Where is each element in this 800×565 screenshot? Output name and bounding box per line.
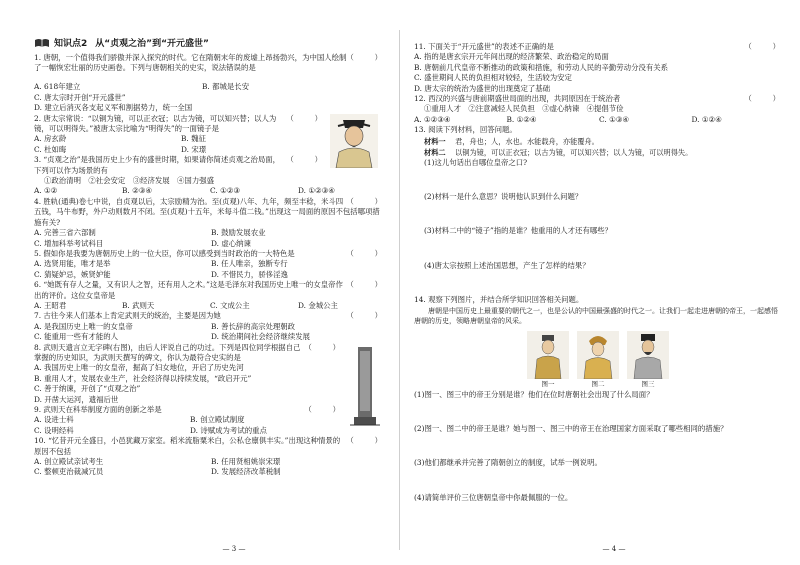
question-stem [34,53,384,74]
figure-3 [627,331,669,388]
option-d[interactable]: D. 统治期间社会经济继续发展 [211,332,311,342]
right-page [400,0,800,565]
option-b[interactable]: B. 魏征 [181,134,206,144]
answer-space[interactable] [414,434,782,458]
statements: ①政治清明 ②社会安定 ③经济发展 ④国力强盛 [44,176,214,186]
q11-options [414,52,782,94]
book-icon [34,38,50,48]
question-stem [34,280,384,301]
empress-portrait-icon [577,331,619,379]
question-8 [34,343,384,405]
option-c[interactable]: C. 唐太宗时开创“开元盛世” [34,92,126,102]
answer-space[interactable] [414,168,782,192]
material-1 [414,136,782,147]
question-1 [34,53,384,114]
option-a[interactable]: A. 我国历史上唯一的女皇帝，掘高了妇女地位，开启了历史先河 [34,363,244,373]
question-stem [34,405,384,415]
option-a[interactable]: A. 房玄龄 [34,134,67,144]
question-10 [34,436,384,478]
emperor-portrait-icon [527,331,569,379]
option-c[interactable]: C. 猜疑妒忌，嫉贤妒能 [34,269,111,279]
option-d[interactable]: D. 宋璟 [181,144,207,154]
option-a[interactable]: A. 完善三省六部制 [34,228,96,238]
question-text: 10. “忆昔开元全盛日，小邑犹藏万家室。稻米流脂粟米白，公私仓廪俱丰实。”出现这种情景的原因不包括 [34,436,341,456]
option-d[interactable]: D. 发展经济改革税制 [211,467,281,477]
page-number-right: — 4 — [602,545,626,553]
option-a[interactable]: A. 设进士科 [34,415,74,425]
page-number-left: — 3 — [222,545,246,553]
question-text: 5. 假如你是我要为唐朝历史上的一位大臣，你可以感受到当时政治的一大特色是 [34,248,295,258]
option-b[interactable]: B. ①②④ [506,114,537,124]
option-c[interactable]: C. 盛世期间人民的负担相对较轻，生活较为安定 [414,73,572,83]
option-b[interactable]: B. 任人唯亲，独断专行 [211,259,288,269]
figure-caption: 图二 [591,379,605,388]
question-13: 13. 阅读下列材料，回答问题。 [414,125,517,135]
question-stem [34,197,384,228]
section-header [34,36,384,49]
question-5 [34,249,384,280]
q12-options [414,115,782,125]
options [34,415,342,436]
answer-paren: （ ） [346,248,384,258]
figure-1 [527,331,569,388]
option-a[interactable]: A. ①②③④ [414,114,451,124]
option-a[interactable]: A. 选贤用能，唯才是举 [34,259,111,269]
option-a[interactable]: A. 创立殿试亲试考生 [34,457,104,467]
options [34,186,384,196]
question-14: 14. 观察下列图片，并结合所学知识回答相关问题。 [414,295,584,305]
question-12 [414,94,782,104]
question-11 [414,42,782,52]
answer-paren: （ ） [346,311,384,321]
q13-sub-1: (1)这儿句话出自哪位皇帝之口? [424,157,528,167]
question-text: 9. 武则天在科举制度方面的创新之举是 [34,405,162,414]
material-2-text: 以铜为镜，可以正衣冠；以古为镜，可以知兴替；以人为镜，可以明得失。 [455,147,693,157]
options [34,134,324,155]
option-b[interactable]: B. 都城是长安 [202,81,250,91]
answer-paren: （ ） [286,155,324,165]
option-a[interactable]: A. 是我国历史上唯一的女皇帝 [34,321,133,331]
answer-space[interactable] [414,237,782,261]
q14-sub-4: (4)请简单评价三位唐朝皇帝中你最佩服的一位。 [414,492,573,502]
answer-paren: （ ） [304,342,342,352]
option-c[interactable]: C. 能重用一些有才能的人 [34,332,118,342]
option-c[interactable]: C. 善于纳谏，开创了“贞观之治” [34,384,141,394]
option-a[interactable]: A. ①② [34,186,58,196]
q13-sub-4: (4)唐太宗按照上述治国思想，产生了怎样的结果？ [424,260,590,270]
question-stem [34,436,384,457]
answer-space[interactable] [414,469,782,493]
option-b[interactable]: B. 善长辞的高宗处理朝政 [211,321,296,331]
question-text: 6. “她既有存人之量，又有识人之智，还有用人之术。”这是毛泽东对我国历史上唯一的女皇帝作出的评价。这位女皇帝是 [34,280,343,300]
answer-paren: （ ） [286,113,324,123]
question-text: 8. 武则天遗言立无字碑(右图)，由后人评说自己的功过。下列是四位同学根据自己掌握的历史知识，为武则天撰写的碑文，你认为最符合史实的是 [34,342,301,362]
q14-sub-3: (3)他们都继承并完善了隋朝创立的制度，试举一例说明。 [414,458,602,468]
option-b[interactable]: B. 鼓励发展农业 [211,228,266,238]
option-c[interactable]: C. 增加科举考试科目 [34,238,104,248]
option-d[interactable]: D. 不惜民力，骄侈淫逸 [211,269,288,279]
option-b[interactable]: B. ②③④ [122,186,153,196]
answer-paren: （ ） [304,405,342,414]
answer-paren: （ ） [346,436,384,446]
figure-caption: 图三 [641,379,655,388]
q14-intro: 唐朝是中国历史上最重要的朝代之一，也是公认的中国最强盛的时代之一。让我们一起走进唐朝的帝王，一起感悟唐朝的历史，领略唐朝皇帝的风采。 [414,306,778,326]
answer-space[interactable] [414,202,782,226]
figure-2 [577,331,619,388]
option-b[interactable]: B. 唐朝前几代皇帝不断推动的政策和措施，和劳动人民的辛勤劳动分没有关系 [414,62,669,72]
question-4 [34,197,384,249]
emperor-figures [414,331,782,388]
q14-sub-2: (2)图一、图二中的帝王是谁？她与图一、图三中的帝王在治理国家方面采取了哪些相同的措施？ [414,423,728,433]
section-tag: 知识点2 [54,39,88,49]
option-c[interactable]: C. 文成公主 [210,300,250,310]
option-a[interactable]: A. 王昭君 [34,300,67,310]
q12-statements: ①重用人才 ②注意减轻人民负担 ③虚心纳谏 ④提倡节俭 [424,104,624,114]
material-1-label: 材料一 [424,136,446,146]
option-d[interactable]: D. 开凿大运河，遗福后世 [34,394,119,404]
option-b[interactable]: B. 任用贤相姚崇宋璟 [211,457,281,467]
option-c[interactable]: C. ①③④ [599,114,629,124]
question-stem [34,311,384,321]
answer-paren: （ ） [346,196,384,206]
options [34,74,384,114]
options [34,322,384,343]
question-text: 2. 唐太宗常说：“以铜为镜，可以正衣冠；以古为镜，可以知兴替；以人为镜，可以明得失。”被唐太宗比喻为“明得失”的一面镜子是 [34,113,277,134]
option-d[interactable]: D. ①②③④ [298,186,335,196]
emperor-portrait-icon [627,331,669,379]
option-c[interactable]: C. 杜如晦 [34,144,67,154]
option-c[interactable]: C. 整顿吏治裁减冗员 [34,467,104,477]
material-2-label: 材料二 [424,147,446,157]
question-text: 3. “贞观之治”是我国历史上少有的盛世时期，如果请你简述贞观之治局面，下列可以作为场景的有 [34,155,281,175]
option-b[interactable]: B. 创立殿试制度 [190,415,245,425]
answer-paren: （ ） [346,280,384,290]
option-d[interactable]: D. 诗赋成为考试的重点 [190,425,267,435]
answer-space[interactable] [414,271,782,295]
section-title: 从“贞观之治”到“开元盛世” [95,39,209,49]
option-b[interactable]: B. 重用人才，发展农业生产，社会经济得以持续发展，“政启开元” [34,373,252,383]
answer-paren: （ ） [744,42,782,51]
figure-caption: 图一 [541,379,555,388]
answer-space[interactable] [414,400,782,424]
options [34,301,384,311]
question-6 [34,280,384,311]
question-text: 1. 唐朝，一个值得我们骄傲并深入探究的时代。它在隋朝末年的废墟上昂扬勃兴，为中国人绘制了一幅恢宏壮丽的历史画卷。下列与唐朝相关的史实，说法错误的是 [34,53,347,73]
material-2 [414,147,782,158]
question-7 [34,311,384,342]
q13-sub-2: (2)材料一是什么意思？说明他认识到什么问题？ [424,192,583,202]
option-a[interactable]: A. 618年建立 [34,81,81,91]
option-d[interactable]: D. 建立后消灭各支起义军和割据势力，统一全国 [34,103,193,113]
question-stem: 11. 下面关于“开元盛世”的表述不正确的是 [414,42,554,51]
option-d[interactable]: D. 虚心纳谏 [211,238,251,248]
wuzi-stele-icon [348,343,382,429]
q14-sub-1: (1)图一、图三中的帝王分别是谁？他们在位时唐朝社会出现了什么局面？ [414,389,654,399]
question-9 [34,405,384,436]
options [34,228,384,249]
question-text: 7. 古往今来人们基本上肯定武则天的统治，主要是因为她 [34,311,221,321]
question-stem [34,249,384,259]
option-d[interactable]: D. 唐太宗的统治为盛世的出现奠定了基础 [414,83,551,93]
question-text: 4. 胜轨(通典)卷七中说，自贞观以后，太宗励精为治。至(贞观)八年、九年，频至丰稔，米斗四五钱，马牛布野，外户动则数月不闭。至(贞观)十五年，米每斗值二钱。”出现这一局面的原因不包括哪项措施有关? [34,196,380,227]
q13-sub-3: (3)材料二中的“镜子”指的是谁？他重用的人才还有哪些？ [424,226,613,236]
question-stem [34,343,384,364]
question-2 [34,114,384,156]
answer-paren: （ ） [744,94,782,104]
tang-taizong-portrait-icon [330,114,378,168]
option-c[interactable]: C. ①②③ [210,186,240,196]
option-a[interactable]: A. 指的是唐玄宗开元年间出现的经济繁荣、政治稳定的局面 [414,52,609,62]
options [34,457,384,478]
answer-paren: （ ） [346,53,384,62]
question-list [34,53,384,478]
options [34,259,384,280]
option-d[interactable]: D. 金城公主 [298,300,338,310]
option-b[interactable]: B. 武则天 [122,300,155,310]
material-1-text: 君，舟也；人，水也。水能载舟，亦能覆舟。 [455,136,599,146]
question-stem: 12. 西汉的兴盛与唐前期盛世局面的出现，共同原因在于统治者 [414,94,621,104]
option-c[interactable]: C. 设明经科 [34,425,74,435]
options [34,363,384,405]
option-d[interactable]: D. ①②④ [691,114,722,124]
